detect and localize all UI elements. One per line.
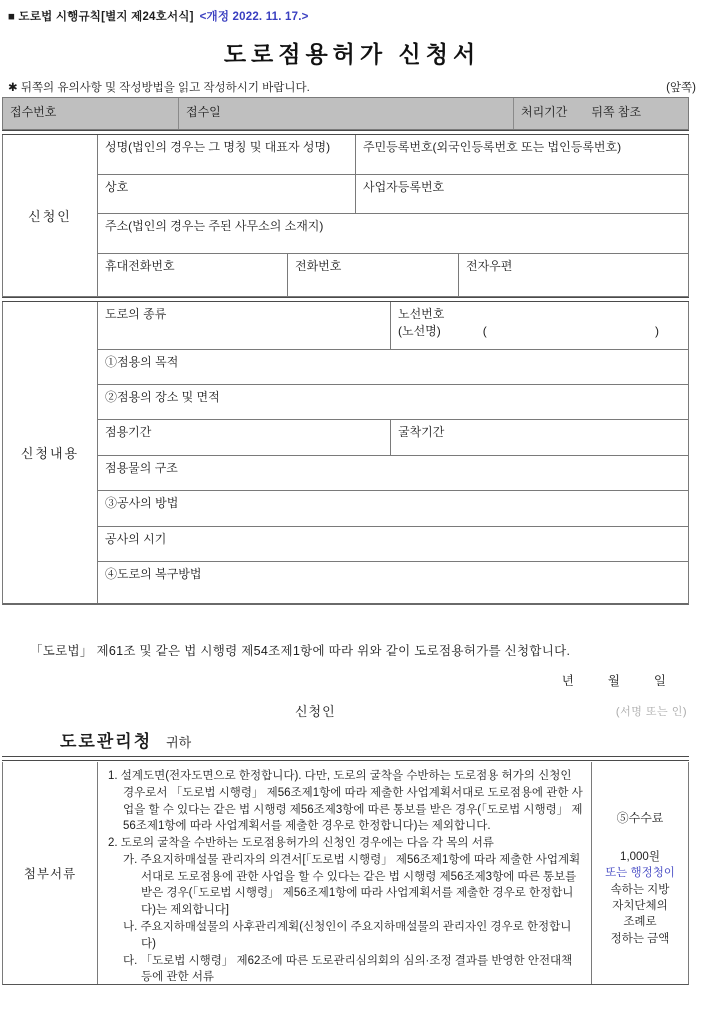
road-type-row — [98, 302, 688, 350]
attachment-item-2a: 가. 주요지하매설물 관리자의 의견서[「도로법 시행령」 제56조제1항에 따라 제출한 사업계획서대로 도로점용에 관한 사업을 할 수 있다는 같은 법 시행령 제56조제3항에 따른 통보를 받은 경우(「도로법 시행령」 제56조제1항에 따라 사업계획서를 제출한 경우로 한정합니다)는 제외합니다] — [123, 853, 581, 917]
authority-line — [60, 727, 191, 752]
year-label: 년 — [561, 674, 574, 688]
construction-method-row — [98, 491, 688, 527]
period-row — [98, 420, 688, 456]
receipt-header-row — [2, 97, 689, 130]
divider-double-3 — [2, 756, 689, 761]
declaration-applicant-label: 신청인 — [295, 704, 336, 719]
declaration-statement: 「도로법」 제61조 및 같은 법 시행령 제54조제1항에 따라 위와 같이 도로점용허가를 신청합니다. — [30, 644, 571, 658]
fee-amount-line: 조례로 — [623, 916, 657, 929]
fee-amount-line: 자치단체의 — [612, 900, 668, 913]
page-title: 도로점용허가 신청서 — [223, 41, 481, 67]
occupation-place-row — [98, 385, 688, 420]
mobile-label: 휴대전화번호 — [98, 254, 288, 296]
road-restoration-label: ④도로의 복구방법 — [105, 567, 202, 582]
route-paren-open: ( — [482, 323, 487, 338]
route-paren-close: ) — [655, 323, 659, 338]
applicant-name-row — [98, 135, 688, 175]
attachment-item-1: 1. 설계도면(전자도면으로 한정합니다). 다만, 도로의 굴착을 수반하는 도로점용 허가의 신청인 경우로서 「도로법 시행령」 제56조제1항에 따라 제출한 사업계획서대로 도로점용에 관한 사업을 할 수 있다는 같은 법 시행령 제56조제3항에 따른 통보를 받은 경우(「도로법 시행령」 제56조제1항에 따라 사업계획서를 제출한 경우로 한정합니다)는 제외합니다. — [108, 770, 583, 833]
fee-amount-line: 정하는 금액 — [610, 932, 670, 945]
route-number-label: 노선번호 — [398, 307, 445, 321]
road-restoration-row — [98, 562, 688, 603]
application-section-label: 신청내용 — [3, 302, 98, 603]
rrn-label: 주민등록번호(외국인등록번호 또는 법인등록번호) — [363, 140, 622, 154]
company-label: 상호 — [98, 175, 356, 213]
day-label: 일 — [653, 674, 666, 688]
form-reference-line — [8, 8, 309, 24]
processing-period-cell — [514, 98, 688, 129]
structure-label: 점용물의 구조 — [105, 460, 178, 475]
name-label: 성명(법인의 경우는 그 명칭 및 대표자 성명) — [98, 135, 356, 174]
page-side-label: (앞쪽) — [666, 82, 696, 94]
applicant-section-label: 신청인 — [3, 135, 98, 296]
processing-period-value: 뒤쪽 참조 — [591, 105, 642, 119]
fee-amount-line-revised: 또는 행정청이 — [605, 867, 675, 880]
email-label: 전자우편 — [466, 259, 513, 274]
route-number-cell — [391, 302, 688, 349]
signature-hint: (서명 또는 인) — [615, 706, 687, 718]
occupation-period-label: 점용기간 — [98, 420, 391, 455]
construction-timing-row — [98, 527, 688, 562]
form-reference: ■ 도로법 시행규칙[별지 제24호서식] — [8, 11, 194, 23]
attachment-item-2b: 나. 주요지하매설물의 사후관리계획(신청인이 주요지하매설물의 관리자인 경우로 한정합니다) — [123, 921, 572, 950]
attachment-item-2c: 다. 「도로법 시행령」 제62조에 따른 도로관리심의회의 심의·조정 결과를 반영한 안전대책 등에 관한 서류 — [123, 954, 573, 984]
instruction-note: ✱ 뒤쪽의 유의사항 및 작성방법을 읽고 작성하시기 바랍니다. — [8, 82, 310, 94]
application-section — [2, 302, 689, 605]
receipt-date-label: 접수일 — [179, 98, 514, 129]
occupation-purpose-label: ①점용의 목적 — [105, 354, 179, 369]
construction-method-label: ③공사의 방법 — [105, 496, 179, 511]
fee-amount — [605, 849, 675, 947]
brn-label: 사업자등록번호 — [363, 179, 445, 194]
road-type-label: 도로의 종류 — [98, 302, 391, 349]
fee-column — [592, 762, 688, 984]
road-authority-label: 도로관리청 — [60, 732, 153, 751]
attachment-item-2: 2. 도로의 굴착을 수반하는 도로점용허가의 신청인 경우에는 다음 각 목의 서류 — [108, 837, 494, 850]
address-label: 주소(법인의 경우는 주된 사무소의 소재지) — [105, 218, 324, 233]
applicant-section — [2, 135, 689, 297]
structure-row — [98, 456, 688, 492]
date-line — [562, 671, 666, 689]
processing-period-label: 처리기간 — [521, 105, 568, 119]
applicant-address-row — [98, 214, 688, 255]
phone-label: 전화번호 — [288, 254, 459, 296]
honorific-label: 귀하 — [166, 735, 192, 750]
route-name-label: (노선명) — [398, 323, 441, 338]
attachments-section-label: 첨부서류 — [3, 762, 98, 984]
receipt-number-label: 접수번호 — [3, 98, 179, 129]
fee-amount-line: 1,000원 — [620, 851, 660, 864]
attachments-section — [2, 762, 689, 985]
fee-amount-line: 속하는 지방 — [610, 883, 670, 896]
applicant-contact-row — [98, 254, 688, 296]
occupation-place-label: ②점용의 장소 및 면적 — [105, 389, 220, 404]
month-label: 월 — [607, 674, 620, 688]
applicant-company-row — [98, 175, 688, 214]
attachments-list — [98, 762, 592, 984]
occupation-purpose-row — [98, 350, 688, 385]
revision-note: <개정 2022. 11. 17.> — [199, 11, 309, 23]
fee-label: ⑤수수료 — [616, 811, 664, 825]
excavation-period-label: 굴착기간 — [398, 424, 445, 439]
construction-timing-label: 공사의 시기 — [105, 532, 167, 547]
instruction-line — [8, 79, 696, 95]
